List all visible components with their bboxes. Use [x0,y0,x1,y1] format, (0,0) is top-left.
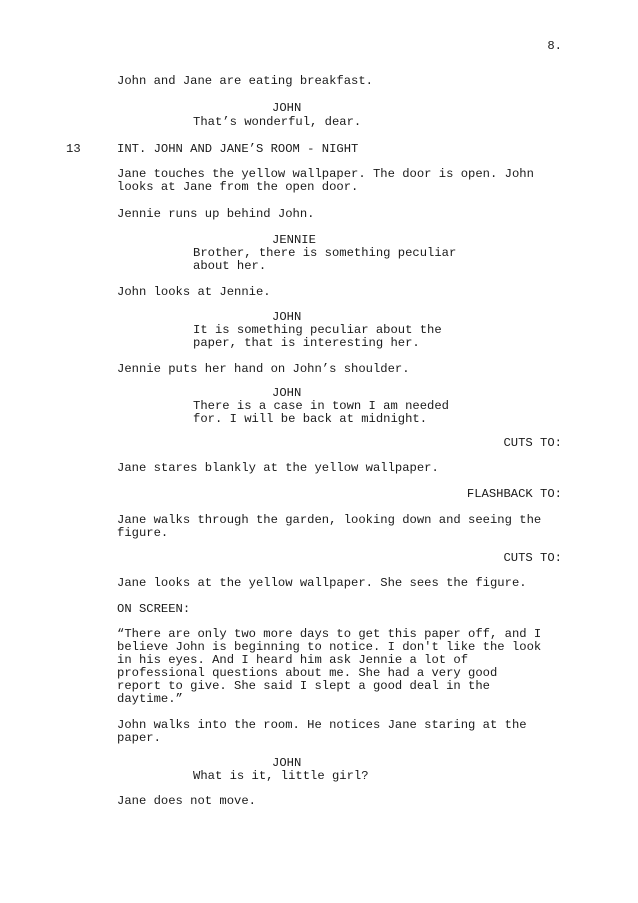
action-line: Jane looks at the yellow wallpaper. She sees the figure. [117,576,527,590]
dialogue-line: about her. [193,259,267,273]
action-line: ON SCREEN: [117,602,191,616]
transition: FLASHBACK TO: [466,487,562,501]
dialogue-line: Brother, there is something peculiar [193,246,457,260]
quote-line: daytime.” [117,692,183,706]
page-number: 8. [547,39,562,53]
dialogue-line: paper, that is interesting her. [193,336,420,350]
action-line: Jane touches the yellow wallpaper. The door is open. John [117,167,534,181]
action-line: figure. [117,526,169,540]
action-line: John and Jane are eating breakfast. [117,74,373,88]
quote-line: report to give. She said I slept a good deal in the [117,679,490,693]
character-name: JOHN [272,756,302,770]
character-name: JOHN [272,101,302,115]
dialogue-line: That’s wonderful, dear. [193,115,362,129]
quote-line: in his eyes. And I heard him ask Jennie a lot of [117,653,469,667]
dialogue-line: It is something peculiar about the [193,323,442,337]
action-line: John looks at Jennie. [117,285,271,299]
quote-line: professional questions about me. She had a very good [117,666,498,680]
dialogue-line: for. I will be back at midnight. [193,412,428,426]
character-name: JOHN [272,386,302,400]
scene-heading: INT. JOHN AND JANE’S ROOM - NIGHT [117,142,359,156]
transition: CUTS TO: [503,551,562,565]
action-line: John walks into the room. He notices Jane staring at the [117,718,527,732]
scene-number: 13 [66,142,81,156]
action-line: Jennie runs up behind John. [117,207,315,221]
action-line: Jane stares blankly at the yellow wallpaper. [117,461,439,475]
action-line: looks at Jane from the open door. [117,180,359,194]
dialogue-line: There is a case in town I am needed [193,399,449,413]
character-name: JENNIE [272,233,316,247]
dialogue-line: What is it, little girl? [193,769,369,783]
action-line: Jane walks through the garden, looking down and seeing the [117,513,542,527]
transition: CUTS TO: [503,436,562,450]
quote-line: “There are only two more days to get this paper off, and I [117,627,542,641]
action-line: Jennie puts her hand on John’s shoulder. [117,362,410,376]
character-name: JOHN [272,310,302,324]
action-line: paper. [117,731,161,745]
quote-line: believe John is beginning to notice. I don't like the look [117,640,542,654]
action-line: Jane does not move. [117,794,256,808]
